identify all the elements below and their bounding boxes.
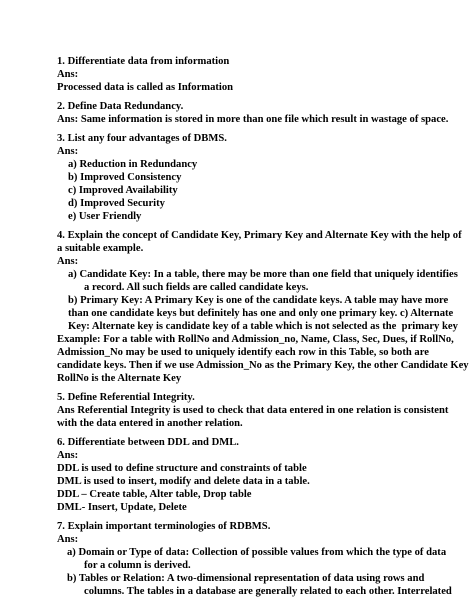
q4-primary-key-line: than one candidate keys but definitely has one and only one primary key. c) Alternate <box>68 308 454 319</box>
q4-candidate-key-line: a record. All such fields are called candidate keys. <box>84 282 309 293</box>
q3-question: 3. List any four advantages of DBMS. <box>57 133 227 144</box>
q1-question: 1. Differentiate data from information <box>57 56 230 67</box>
q3-item: e) User Friendly <box>68 211 142 222</box>
q6-answer-line: DML is used to insert, modify and delete data in a table. <box>57 476 310 487</box>
q5-answer-line: with the data entered in another relation. <box>57 418 243 429</box>
q6-question: 6. Differentiate between DDL and DML. <box>57 437 239 448</box>
q5-question: 5. Define Referential Integrity. <box>57 392 195 403</box>
q7-tables-line: columns. The tables in a database are generally related to each other. Interrelated <box>84 586 452 597</box>
q5-answer-line: Ans Referential Integrity is used to check that data entered in one relation is consistent <box>57 405 449 416</box>
q4-question-line: 4. Explain the concept of Candidate Key, Primary Key and Alternate Key with the help of <box>57 230 462 241</box>
q4-primary-key-line: b) Primary Key: A Primary Key is one of the candidate keys. A table may have more <box>68 295 449 306</box>
q4-example-line: Admission_No may be used to uniquely identify each row in this Table, so both are <box>57 347 429 358</box>
q6-ans-label: Ans: <box>57 450 79 461</box>
q3-item: d) Improved Security <box>68 198 165 209</box>
q4-ans-label: Ans: <box>57 256 79 267</box>
q7-domain-line: for a column is derived. <box>84 560 191 571</box>
q1-answer: Processed data is called as Information <box>57 82 234 93</box>
q7-tables-line: b) Tables or Relation: A two-dimensional representation of data using rows and <box>67 573 425 584</box>
q7-domain-line: a) Domain or Type of data: Collection of possible values from which the type of data <box>67 547 447 558</box>
q3-item: b) Improved Consistency <box>68 172 182 183</box>
q4-example-line: RollNo is the Alternate Key <box>57 373 182 384</box>
q4-alternate-key-line: Key: Alternate key is candidate key of a table which is not selected as the primary key <box>68 321 458 332</box>
q4-candidate-key-line: a) Candidate Key: In a table, there may be more than one field that uniquely identifies <box>68 269 458 280</box>
q6-answer-line: DDL – Create table, Alter table, Drop table <box>57 489 252 500</box>
q3-ans-label: Ans: <box>57 146 79 157</box>
q4-question-line: a suitable example. <box>57 243 144 254</box>
q7-ans-label: Ans: <box>57 534 79 545</box>
q3-item: a) Reduction in Redundancy <box>68 159 198 170</box>
q4-example-line: candidate keys. Then if we use Admission_No as the Primary Key, the other Candidate Key <box>57 360 469 371</box>
q6-answer-line: DML- Insert, Update, Delete <box>57 502 187 513</box>
q1-ans-label: Ans: <box>57 69 79 80</box>
q2-question: 2. Define Data Redundancy. <box>57 101 184 112</box>
q7-question: 7. Explain important terminologies of RDBMS. <box>57 521 271 532</box>
q3-item: c) Improved Availability <box>68 185 178 196</box>
q2-answer: Ans: Same information is stored in more than one file which result in wastage of space. <box>57 114 449 125</box>
q4-example-line: Example: For a table with RollNo and Admission_no, Name, Class, Sec, Dues, if RollNo, <box>57 334 454 345</box>
q6-answer-line: DDL is used to define structure and constraints of table <box>57 463 307 474</box>
